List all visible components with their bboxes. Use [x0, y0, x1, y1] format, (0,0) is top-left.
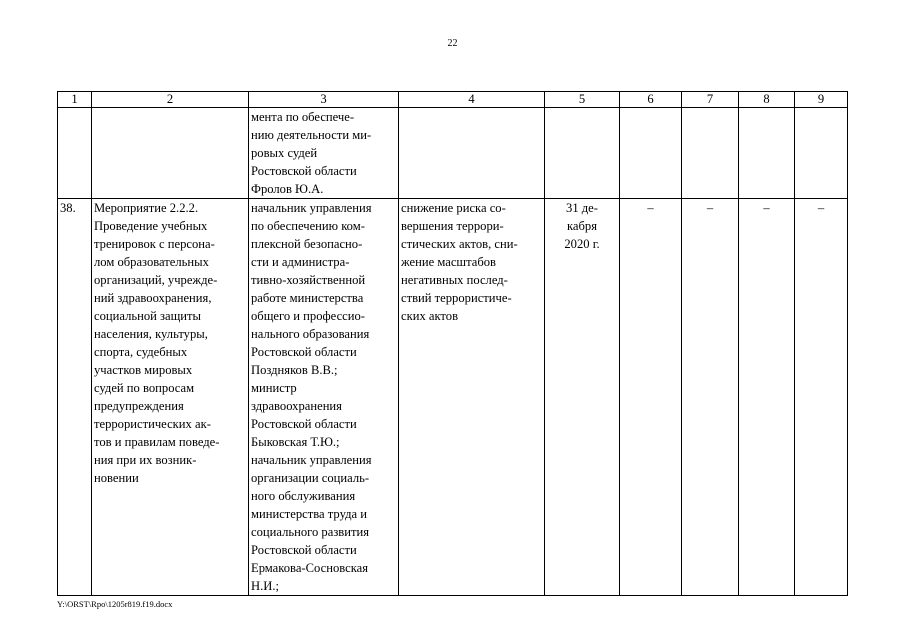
result-cell: снижение риска со- вершения террори- стических актов, сни- жение масштабов негативных послед- ствий террористиче- ских актов — [399, 199, 545, 596]
column-header: 5 — [545, 92, 620, 108]
responsible-cell: начальник управления по обеспечению ком- плексной безопасно- сти и администра- тивно-хозяйственной работе министерства общего и профессио- нального образования Ростовской области Поздняков В.В.; министр здравоохранения Ростовской области Быковская Т.Ю.; начальник управления организации социаль- ного обслуживания министерства труда и социального развития Ростовской области Ермакова-Сосновская Н.И.; — [249, 199, 399, 596]
column-header: 1 — [58, 92, 92, 108]
table-row — [58, 199, 848, 596]
deadline-cell — [545, 108, 620, 199]
cell-col8: – — [739, 199, 795, 596]
column-header: 8 — [739, 92, 795, 108]
event-cell — [92, 108, 249, 199]
column-header: 3 — [249, 92, 399, 108]
cell-col9 — [795, 108, 848, 199]
cell-col8 — [739, 108, 795, 199]
column-header: 4 — [399, 92, 545, 108]
row-number-cell — [58, 108, 92, 199]
table-row — [58, 108, 848, 199]
cell-col9: – — [795, 199, 848, 596]
column-header: 2 — [92, 92, 249, 108]
column-header: 7 — [682, 92, 739, 108]
cell-col7: – — [682, 199, 739, 596]
row-number-cell: 38. — [58, 199, 92, 596]
cell-col7 — [682, 108, 739, 199]
header-row — [58, 92, 848, 108]
result-cell — [399, 108, 545, 199]
responsible-cell: мента по обеспече- нию деятельности ми- ровых судей Ростовской области Фролов Ю.А. — [249, 108, 399, 199]
column-header: 9 — [795, 92, 848, 108]
cell-col6 — [620, 108, 682, 199]
file-path-footer: Y:\ORST\Rpo\1205r819.f19.docx — [57, 599, 173, 609]
page-number: 22 — [447, 38, 458, 49]
deadline-cell: 31 де- кабря 2020 г. — [545, 199, 620, 596]
column-header: 6 — [620, 92, 682, 108]
event-cell: Мероприятие 2.2.2. Проведение учебных тренировок с персона- лом образовательных организаций, учрежде- ний здравоохранения, социальной защиты населения, культуры, спорта, судебных участков мировых судей по вопросам предупреждения террористических ак- тов и правилам поведе- ния при их возник- новении — [92, 199, 249, 596]
plan-table — [57, 91, 848, 596]
cell-col6: – — [620, 199, 682, 596]
